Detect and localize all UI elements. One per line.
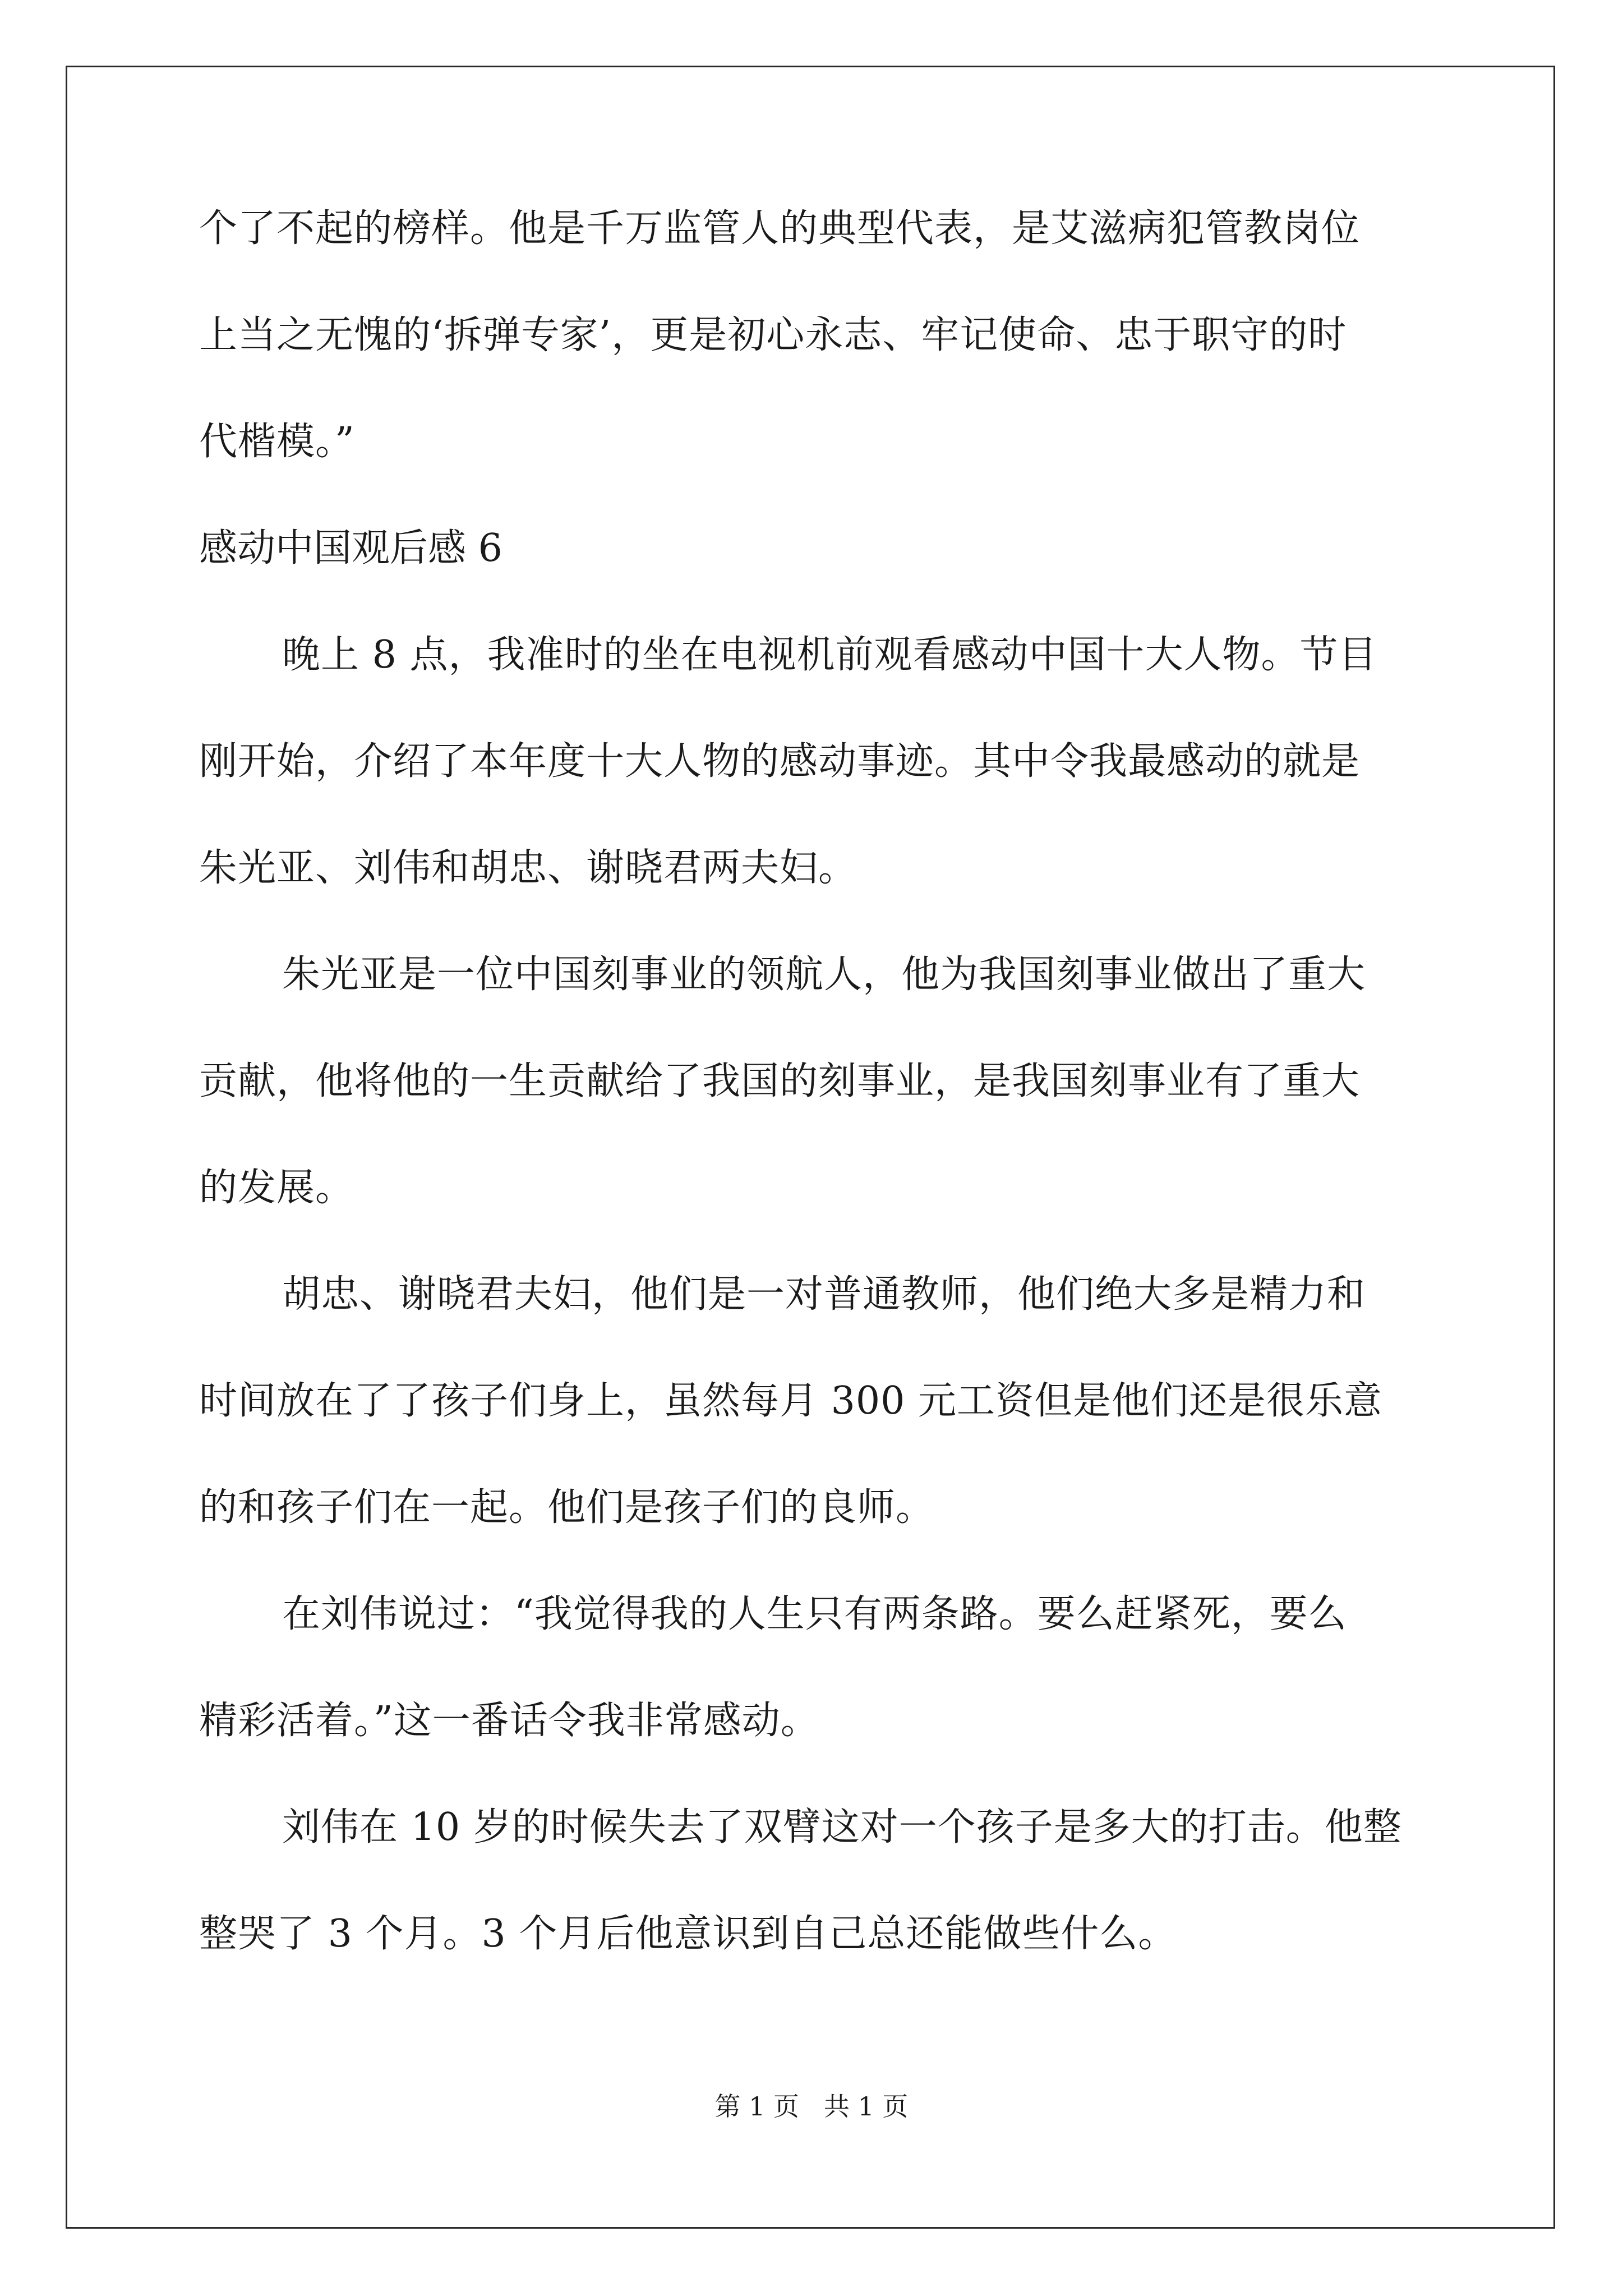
paragraph-line: 代楷模。” (199, 420, 355, 464)
paragraph-6 (199, 1801, 1422, 1961)
paragraph-1 (199, 202, 1422, 522)
paragraph-4 (199, 1268, 1422, 1588)
page-number-footer: 第 1 页 共 1 页 (714, 2091, 909, 2122)
section-heading (199, 522, 1422, 628)
section-title: 感动中国观后感 6 (199, 526, 502, 570)
paragraph-line: 贡献，他将他的一生贡献给了我国的刻事业，是我国刻事业有了重大 (199, 1059, 1361, 1103)
paragraph-line: 个了不起的榜样。他是千万监管人的典型代表，是艾滋病犯管教岗位 (199, 206, 1361, 251)
paragraph-line: 的发展。 (199, 1166, 354, 1210)
paragraph-line: 上当之无愧的‘拆弹专家’，更是初心永志、牢记使命、忠于职守的时 (199, 313, 1347, 357)
paragraph-line: 刚开始，介绍了本年度十大人物的感动事迹。其中令我最感动的就是 (199, 739, 1361, 784)
paragraph-5 (199, 1588, 1422, 1801)
paragraph-2 (199, 628, 1422, 948)
document-body (199, 202, 1422, 1961)
paragraph-line: 在刘伟说过：“我觉得我的人生只有两条路。要么赶紧死，要么 (282, 1592, 1347, 1636)
paragraph-line: 胡忠、谢晓君夫妇，他们是一对普通教师，他们绝大多是精力和 (282, 1272, 1366, 1317)
paragraph-line: 刘伟在 10 岁的时候失去了双臂这对一个孩子是多大的打击。他整 (282, 1805, 1402, 1849)
paragraph-line: 精彩活着。”这一番话令我非常感动。 (199, 1699, 819, 1743)
paragraph-line: 整哭了 3 个月。3 个月后他意识到自己总还能做些什么。 (199, 1912, 1177, 1956)
paragraph-line: 的和孩子们在一起。他们是孩子们的良师。 (199, 1485, 935, 1530)
paragraph-3 (199, 948, 1422, 1268)
paragraph-line: 朱光亚是一位中国刻事业的领航人，他为我国刻事业做出了重大 (282, 953, 1366, 997)
paragraph-line: 晚上 8 点，我准时的坐在电视机前观看感动中国十大人物。节目 (282, 633, 1377, 677)
paragraph-line: 时间放在了了孩子们身上，虽然每月 300 元工资但是他们还是很乐意 (199, 1379, 1383, 1423)
paragraph-line: 朱光亚、刘伟和胡忠、谢晓君两夫妇。 (199, 846, 857, 890)
